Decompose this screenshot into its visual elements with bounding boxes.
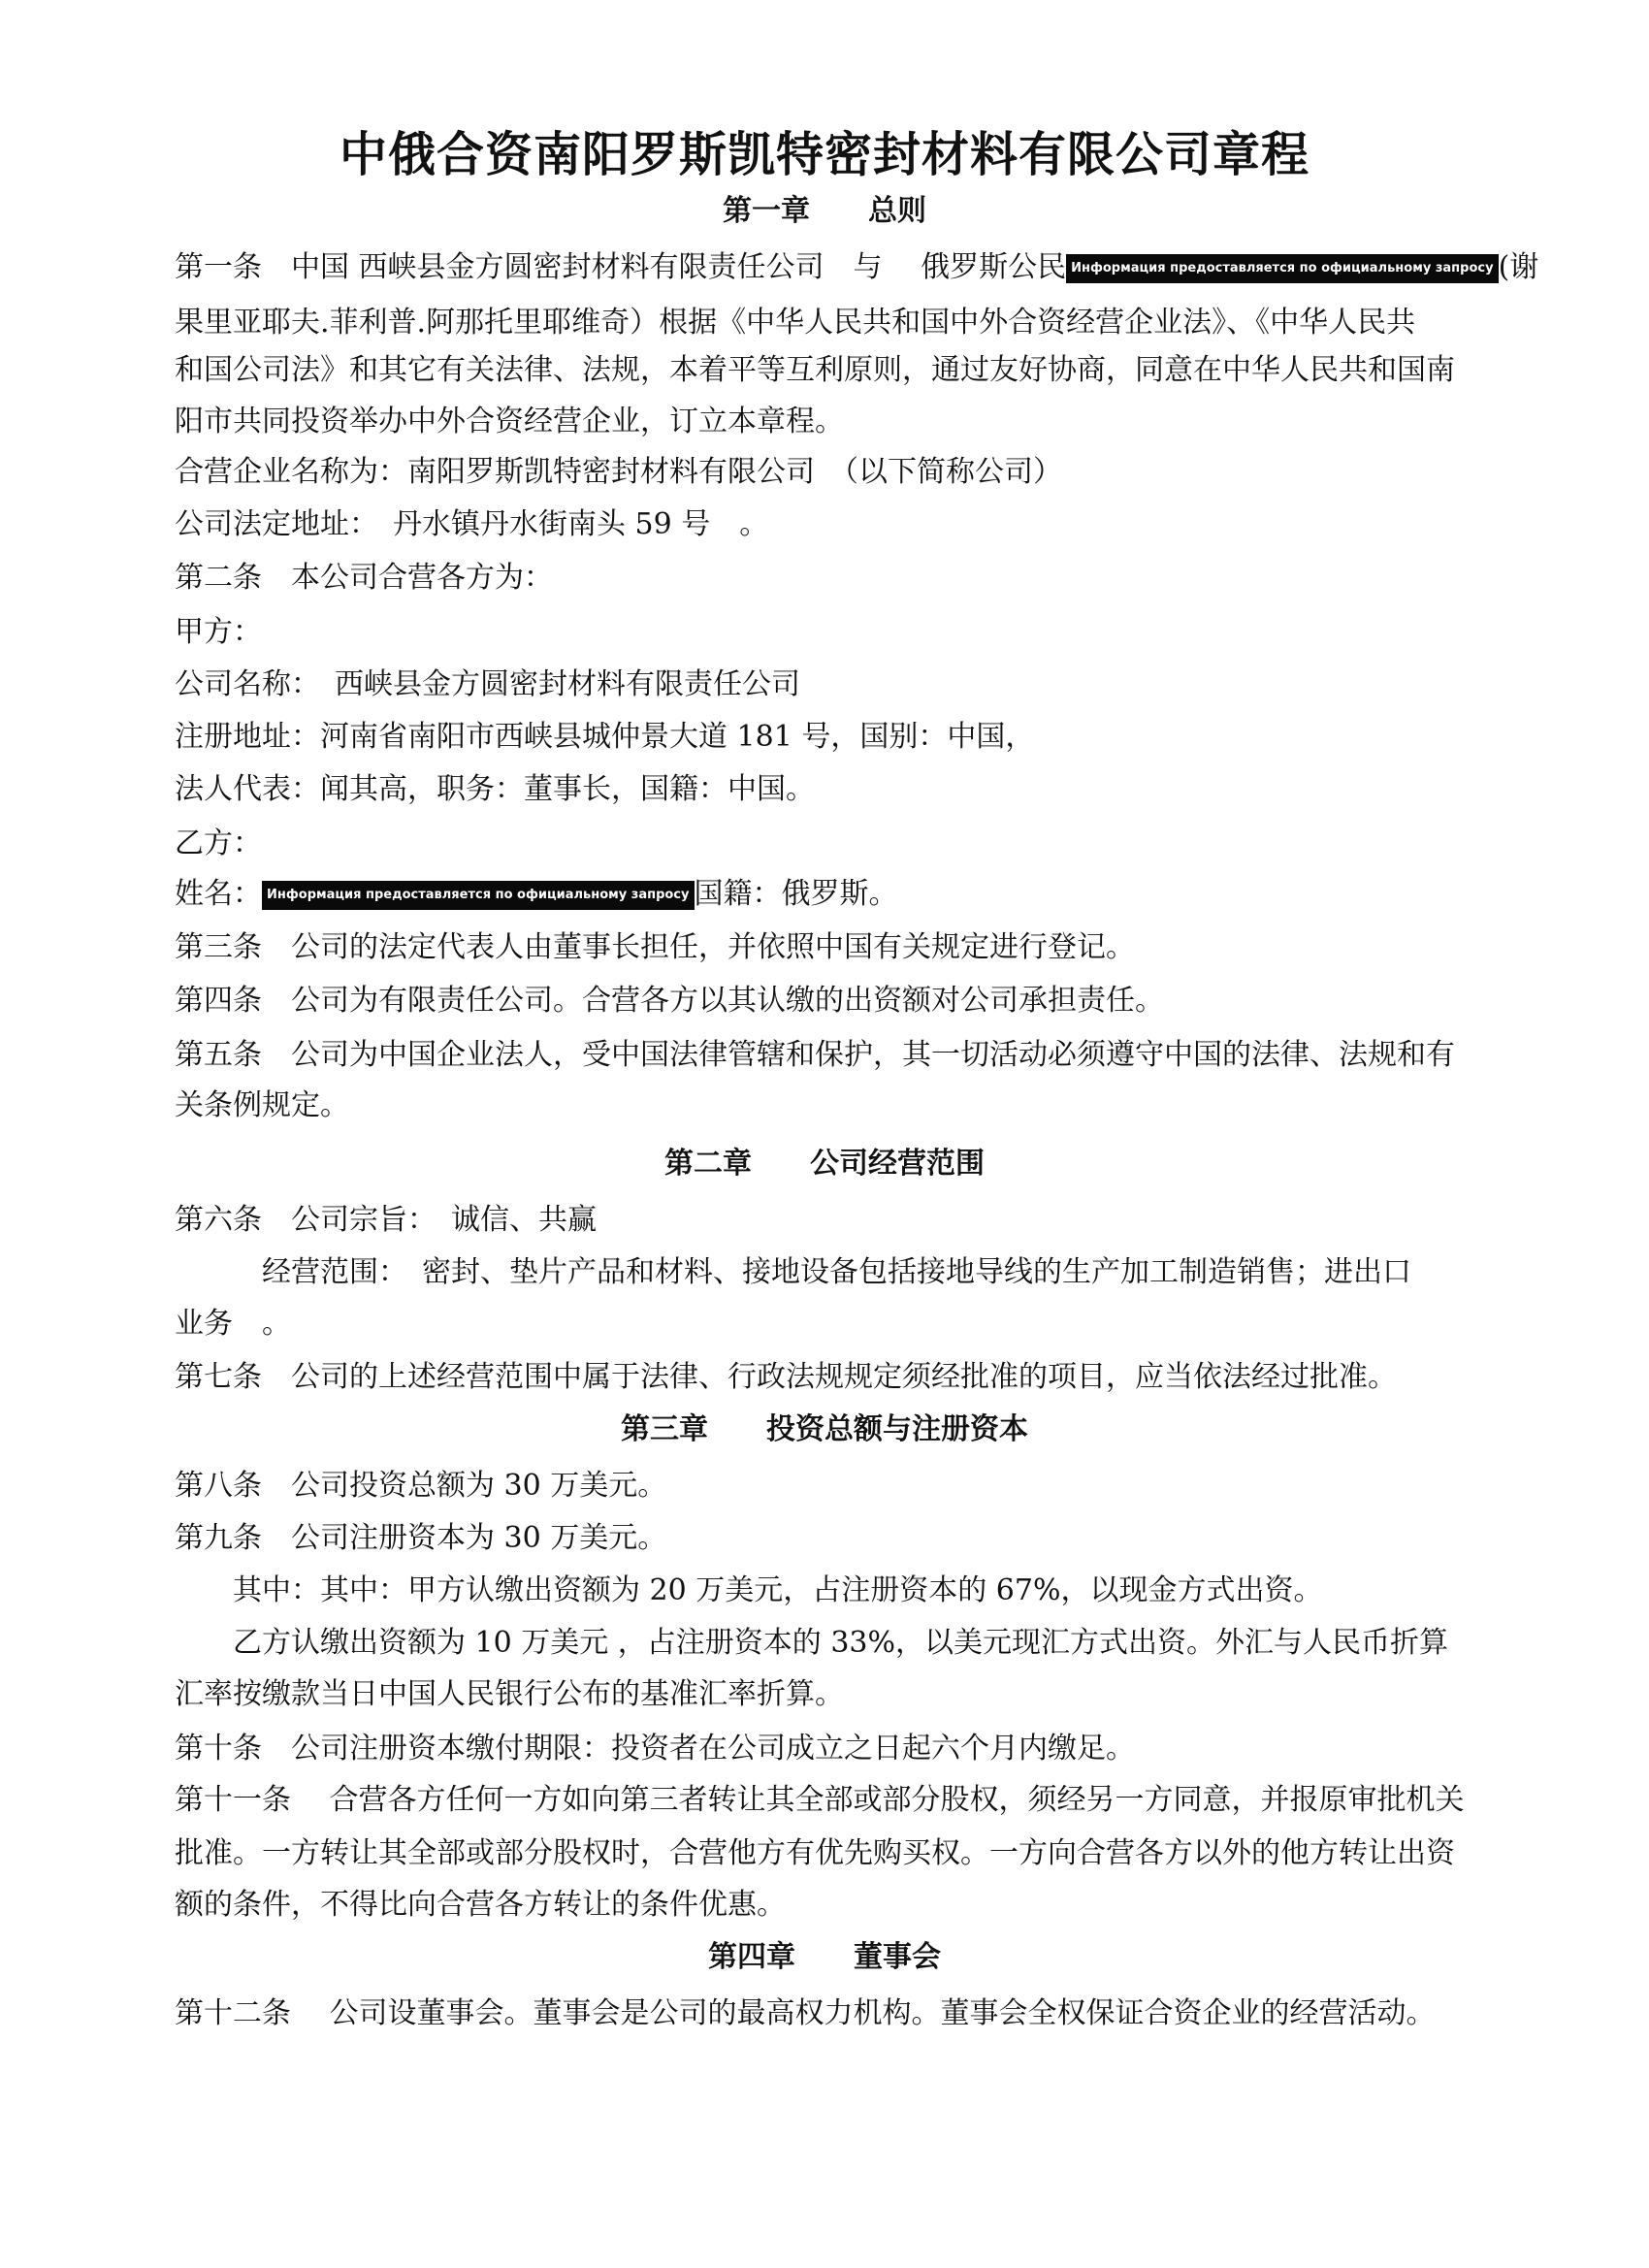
redaction-block: Информация предоставляется по официальному запросу (1066, 254, 1499, 283)
article-10: 第十条 公司注册资本缴付期限：投资者在公司成立之日起六个月内缴足。 (175, 1732, 1135, 1766)
party-a-registered-address: 注册地址：河南省南阳市西峡县城仲景大道 181 号，国别：中国， (175, 720, 1035, 754)
article-12: 第十二条 公司设董事会。董事会是公司的最高权力机构。董事会全权保证合资企业的经营活动。 (175, 1996, 1436, 2030)
article-4: 第四条 公司为有限责任公司。合营各方以其认缴的出资额对公司承担责任。 (175, 984, 1164, 1018)
article-5-line-1: 第五条 公司为中国企业法人，受中国法律管辖和保护，其一切活动必须遵守中国的法律、法规和有 (175, 1038, 1455, 1072)
article-9-party-a-contribution: 其中：其中：甲方认缴出资额为 20 万美元，占注册资本的 67%，以现金方式出资。 (175, 1573, 1323, 1607)
article-7: 第七条 公司的上述经营范围中属于法律、行政法规规定须经批准的项目，应当依法经过批准。 (175, 1360, 1397, 1394)
document-title: 中俄合资南阳罗斯凯特密封材料有限公司章程 (339, 127, 1310, 182)
article-1-line-3: 和国公司法》和其它有关法律、法规，本着平等互利原则，通过友好协商，同意在中华人民共和国南 (175, 353, 1455, 387)
chapter-1-heading: 第一章 总则 (723, 194, 926, 228)
party-a-legal-representative: 法人代表：闻其高，职务：董事长，国籍：中国。 (175, 772, 815, 806)
company-name-line: 合营企业名称为：南阳罗斯凯特密封材料有限公司 （以下简称公司） (175, 455, 1062, 489)
party-b-label: 乙方： (175, 826, 262, 860)
business-scope-line-2: 业务 。 (175, 1307, 291, 1341)
party-a-label: 甲方： (175, 615, 262, 649)
article-9-party-b-contribution-line-2: 汇率按缴款当日中国人民银行公布的基准汇率折算。 (175, 1677, 844, 1711)
chapter-2-heading: 第二章 公司经营范围 (664, 1147, 985, 1181)
chapter-4-heading: 第四章 董事会 (708, 1940, 941, 1974)
article-2: 第二条 本公司合营各方为： (175, 561, 553, 595)
chapter-3-heading: 第三章 投资总额与注册资本 (621, 1412, 1028, 1446)
article-9: 第九条 公司注册资本为 30 万美元。 (175, 1521, 667, 1555)
article-11-line-3: 额的条件，不得比向合营各方转让的条件优惠。 (175, 1888, 786, 1922)
business-scope-line-1: 经营范围： 密封、垫片产品和材料、接地设备包括接地导线的生产加工制造销售；进出口 (175, 1255, 1411, 1289)
article-11-line-2: 批准。一方转让其全部或部分股权时，合营他方有优先购买权。一方向合营各方以外的他方转让出资 (175, 1836, 1455, 1870)
article-3: 第三条 公司的法定代表人由董事长担任，并依照中国有关规定进行登记。 (175, 930, 1135, 964)
article-9-party-b-contribution-line-1: 乙方认缴出资额为 10 万美元 ，占注册资本的 33%，以美元现汇方式出资。外汇与人民币折算 (175, 1626, 1448, 1660)
article-1-line-2: 果里亚耶夫.菲利普.阿那托里耶维奇）根据《中华人民共和国中外合资经营企业法》、《中华人民共 (175, 306, 1416, 340)
party-a-company-name: 公司名称： 西峡县金方圆密封材料有限责任公司 (175, 667, 800, 701)
article-8: 第八条 公司投资总额为 30 万美元。 (175, 1469, 667, 1503)
legal-address-line: 公司法定地址： 丹水镇丹水街南头 59 号 。 (175, 507, 769, 541)
article-11-line-1: 第十一条 合营各方任何一方如向第三者转让其全部或部分股权，须经另一方同意，并报原审批机关 (175, 1783, 1465, 1817)
article-1-text-end: (谢 (1498, 250, 1539, 284)
article-1-text-start: 第一条 中国 西峡县金方圆密封材料有限责任公司 与 俄罗斯公民 (175, 250, 1067, 284)
party-b-name-label: 姓名： (175, 877, 262, 911)
article-5-line-2: 关条例规定。 (175, 1088, 349, 1122)
article-1-line-1 (175, 246, 1538, 289)
redaction-block: Информация предоставляется по официальному запросу (262, 881, 695, 910)
party-b-nationality: 国籍：俄罗斯。 (694, 877, 898, 911)
article-6: 第六条 公司宗旨： 诚信、共赢 (175, 1203, 597, 1237)
party-b-name-line (175, 873, 898, 916)
article-1-line-4: 阳市共同投资举办中外合资经营企业，订立本章程。 (175, 405, 844, 438)
